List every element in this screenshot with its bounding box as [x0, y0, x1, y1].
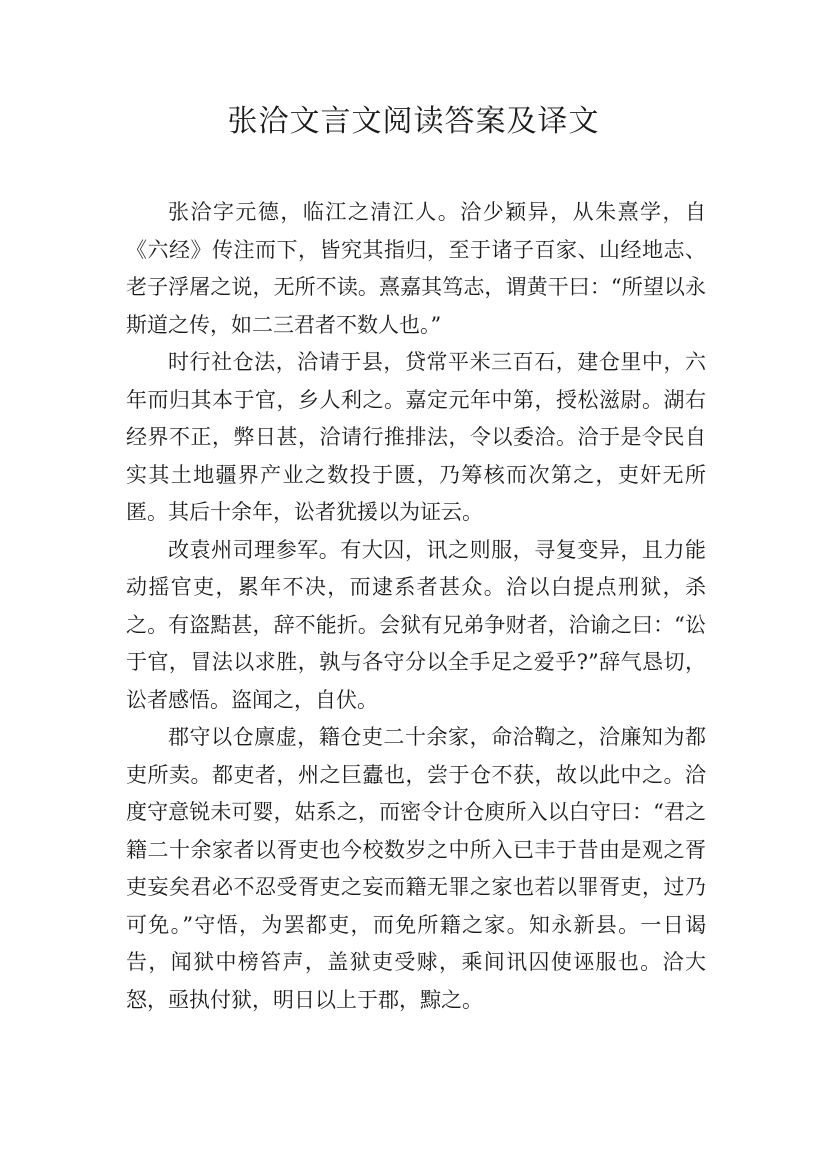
- paragraph-1: 张洽字元德，临江之清江人。洽少颖异，从朱熹学，自《六经》传注而下，皆究其指归，至于诸子百家、山经地志、老子浮屠之说，无所不读。熹嘉其笃志，谓黄干曰：“所望以永斯道之传，如二三君者不数人也。”: [126, 200, 706, 337]
- paragraph-3: 改袁州司理参军。有大囚，讯之则服，寻复变异，且力能动摇官吏，累年不决，而逮系者甚众。洽以白提点刑狱，杀之。有盗黠甚，辞不能折。会狱有兄弟争财者，洽谕之曰：“讼于官，冒法以求胜，孰与各守分以全手足之爱乎?”辞气恳切，讼者感悟。盗闻之，自伏。: [126, 537, 706, 712]
- paragraph-4: 郡守以仓廪虚，籍仓吏二十余家，命洽鞫之，洽廉知为都吏所卖。都吏者，州之巨蠹也，尝于仓不获，故以此中之。洽度守意锐未可婴，姑系之，而密令计仓庾所入以白守曰：“君之籍二十余家者以胥吏也今校数岁之中所入已丰于昔由是观之胥吏妄矣君必不忍受胥吏之妄而籍无罪之家也若以罪胥吏，过乃可免。”守悟，为罢都吏，而免所籍之家。知永新县。一日谒告，闻狱中榜笞声，盖狱吏受赇，乘间讯囚使诬服也。洽大怒，亟执付狱，明日以上于郡，黥之。: [126, 725, 706, 1012]
- page-title: 张洽文言文阅读答案及译文: [227, 104, 600, 139]
- document-body: [126, 194, 706, 1019]
- paragraph-2: 时行社仓法，洽请于县，贷常平米三百石，建仓里中，六年而归其本于官，乡人利之。嘉定元年中第，授松滋尉。湖右经界不正，弊日甚，洽请行推排法，令以委洽。洽于是令民自实其土地疆界产业之数投于匮，乃筹核而次第之，吏奸无所匿。其后十余年，讼者犹援以为证云。: [126, 350, 706, 524]
